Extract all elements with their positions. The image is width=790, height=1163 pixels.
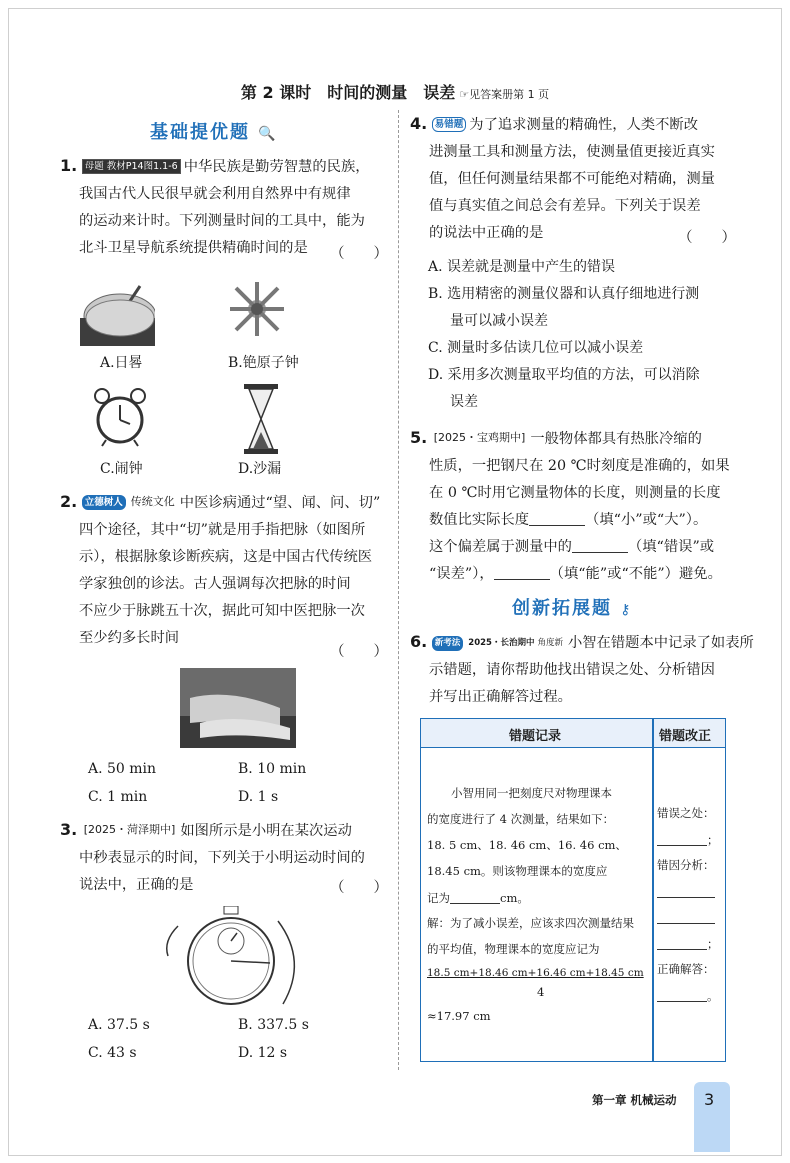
fraction-numerator: 18.5 cm+18.46 cm+16.46 cm+18.45 cm xyxy=(427,967,644,979)
magnifier-icon: 🔍 xyxy=(258,126,278,142)
culture-tag: 传统文化 xyxy=(130,495,175,508)
chapter-label: 第一章 机械运动 xyxy=(592,1093,677,1107)
record-line: 18.45 cm。则该物理课本的宽度应 xyxy=(427,864,608,878)
source-tag: 2025・长治期中 xyxy=(468,638,535,648)
sundial-image xyxy=(80,278,155,346)
error-location-label: 错误之处： xyxy=(657,806,715,820)
question-6: 6. 新考法 2025・长治期中 角度新 小智在错题本中记录了如表所 示错题，请你帮助他找出错误之处、分析错因 并写出正确解答过程。 xyxy=(410,632,754,705)
question-4-options xyxy=(428,254,700,416)
record-line: 18. 5 cm、18. 46 cm、16. 46 cm、 xyxy=(427,838,627,852)
answer-paren: （ ） xyxy=(330,880,388,896)
option-a[interactable]: A. 误差就是测量中产生的错误 xyxy=(428,259,616,275)
error-location-blank: ； xyxy=(657,831,719,848)
option-b[interactable]: B. 337.5 s xyxy=(238,1017,309,1033)
option-d[interactable]: D. 采用多次测量取平均值的方法，可以消除 xyxy=(428,367,700,383)
hourglass-image xyxy=(244,384,278,454)
lesson-title: 第 2 课时 时间的测量 误差 xyxy=(240,83,456,102)
option-a[interactable]: A. 37.5 s xyxy=(88,1017,150,1033)
blank-3[interactable] xyxy=(494,565,550,580)
question-1: 1. 母题 教材P14图1.1-6 中华民族是勤劳智慧的民族， 我国古代人民很早就会利用自然界中有规律 的运动来计时。下列测量时间的工具中，能为 北斗卫星导航系统提供精确时间的是 xyxy=(60,156,370,256)
option-c[interactable]: C. 43 s xyxy=(88,1045,137,1061)
option-c[interactable]: C. 1 min xyxy=(88,789,148,805)
blank-1[interactable] xyxy=(529,511,585,526)
header-record: 错题记录 xyxy=(509,729,562,744)
blank-2[interactable] xyxy=(572,538,628,553)
error-cause-blank-2 xyxy=(657,909,715,925)
question-2: 2. 立德树人 传统文化 中医诊病通过“望、闻、问、切” 四个途径，其中“切”就是用手指把脉（如图所 示），根据脉象诊断疾病，这是中国古代传统医 学家独创的诊法。古人强调每次把脉的时间 不应少于脉跳五十次，据此可知中医把脉一次 至少约多长时间 xyxy=(60,492,381,646)
section-basic-heading: 基础提优题 🔍 xyxy=(150,122,278,143)
error-prone-tag: 易错题 xyxy=(432,117,467,132)
question-number: 5. xyxy=(410,428,428,447)
fraction-denominator: 4 xyxy=(537,985,545,999)
answer-reference: ☞见答案册第 1 页 xyxy=(459,88,550,101)
stopwatch-image xyxy=(158,906,314,1006)
record-blank[interactable] xyxy=(450,889,500,904)
angle-tag: 角度新 xyxy=(537,638,563,648)
section-innovative-heading: 创新拓展题 ⚷ xyxy=(512,598,633,619)
record-line: 小智用同一把刻度尺对物理课本 xyxy=(451,786,612,800)
page-number: 3 xyxy=(704,1090,715,1109)
moral-tag: 立德树人 xyxy=(82,495,126,510)
option-b-cont: 量可以减小误差 xyxy=(450,313,548,329)
question-number: 3. xyxy=(60,820,78,839)
new-method-tag: 新考法 xyxy=(432,636,464,651)
question-number: 1. xyxy=(60,156,78,175)
record-line: 的宽度进行了 4 次测量，结果如下： xyxy=(427,812,615,826)
option-c[interactable]: C.闹钟 xyxy=(100,461,143,477)
record-result: ≈17.97 cm xyxy=(427,1009,491,1023)
question-3: 3. [2025・菏泽期中] 如图所示是小明在某次运动 中秒表显示的时间，下列关于小明运动时间的 说法中，正确的是 xyxy=(60,820,365,893)
option-a[interactable]: A.日晷 xyxy=(100,355,143,371)
record-line: 的平均值，物理课本的宽度应记为 xyxy=(427,942,600,956)
correct-answer-label: 正确解答： xyxy=(657,962,715,976)
question-number: 4. xyxy=(410,114,428,133)
answer-paren: （ ） xyxy=(330,246,388,262)
question-5: 5. [2025・宝鸡期中] 一般物体都具有热胀冷缩的 性质，一把钢尺在 20 ℃时刻度是准确的，如果 在 0 ℃时用它测量物体的长度，则测量的长度 数值比实际长度 （填“小”或“大”）。 这个偏差属于测量中的 （填“错误”或 “误差”）， （填“能”或“不能”）避免。 xyxy=(410,428,730,582)
option-d-cont: 误差 xyxy=(450,394,478,410)
error-cause-label: 错因分析： xyxy=(657,858,715,872)
option-c[interactable]: C. 测量时多估读几位可以减小误差 xyxy=(428,340,644,356)
source-tag: [2025・菏泽期中] xyxy=(83,823,176,836)
table-separator xyxy=(652,719,654,1061)
option-a[interactable]: A. 50 min xyxy=(88,761,157,777)
question-number: 2. xyxy=(60,492,78,511)
alarm-clock-image xyxy=(92,386,148,448)
cesium-clock-image xyxy=(226,280,288,338)
answer-paren: （ ） xyxy=(678,230,736,246)
error-table xyxy=(420,718,726,1062)
error-cause-blank-3: ； xyxy=(657,935,719,952)
table-header xyxy=(421,719,725,748)
page-title xyxy=(0,80,790,103)
error-cause-blank-1 xyxy=(657,883,715,899)
question-number: 6. xyxy=(410,632,428,651)
option-d[interactable]: D.沙漏 xyxy=(238,461,282,477)
source-tag: [2025・宝鸡期中] xyxy=(433,431,526,444)
option-b[interactable]: B. 选用精密的测量仪器和认真仔细地进行测 xyxy=(428,286,700,302)
key-icon: ⚷ xyxy=(620,602,633,618)
source-tag: 母题 教材P14图1.1-6 xyxy=(82,159,181,174)
option-d[interactable]: D. 1 s xyxy=(238,789,279,805)
option-d[interactable]: D. 12 s xyxy=(238,1045,288,1061)
record-line-blank: 记为 cm。 xyxy=(427,891,529,905)
record-line: 解：为了减小误差，应该求四次测量结果 xyxy=(427,916,634,930)
answer-paren: （ ） xyxy=(330,644,388,660)
header-correction: 错题改正 xyxy=(659,729,712,744)
correct-answer-blank: 。 xyxy=(657,987,719,1004)
option-b[interactable]: B. 10 min xyxy=(238,761,307,777)
option-b[interactable]: B.铯原子钟 xyxy=(228,355,299,371)
question-4: 4. 易错题 为了追求测量的精确性，人类不断改 进测量工具和测量方法，使测量值更接近真实 值，但任何测量结果都不可能绝对精确，测量 值与真实值之间总会有差异。下列关于误差 的说法中正确的是 xyxy=(410,114,715,241)
column-divider xyxy=(398,110,399,1070)
pulse-diagnosis-image xyxy=(180,668,296,748)
